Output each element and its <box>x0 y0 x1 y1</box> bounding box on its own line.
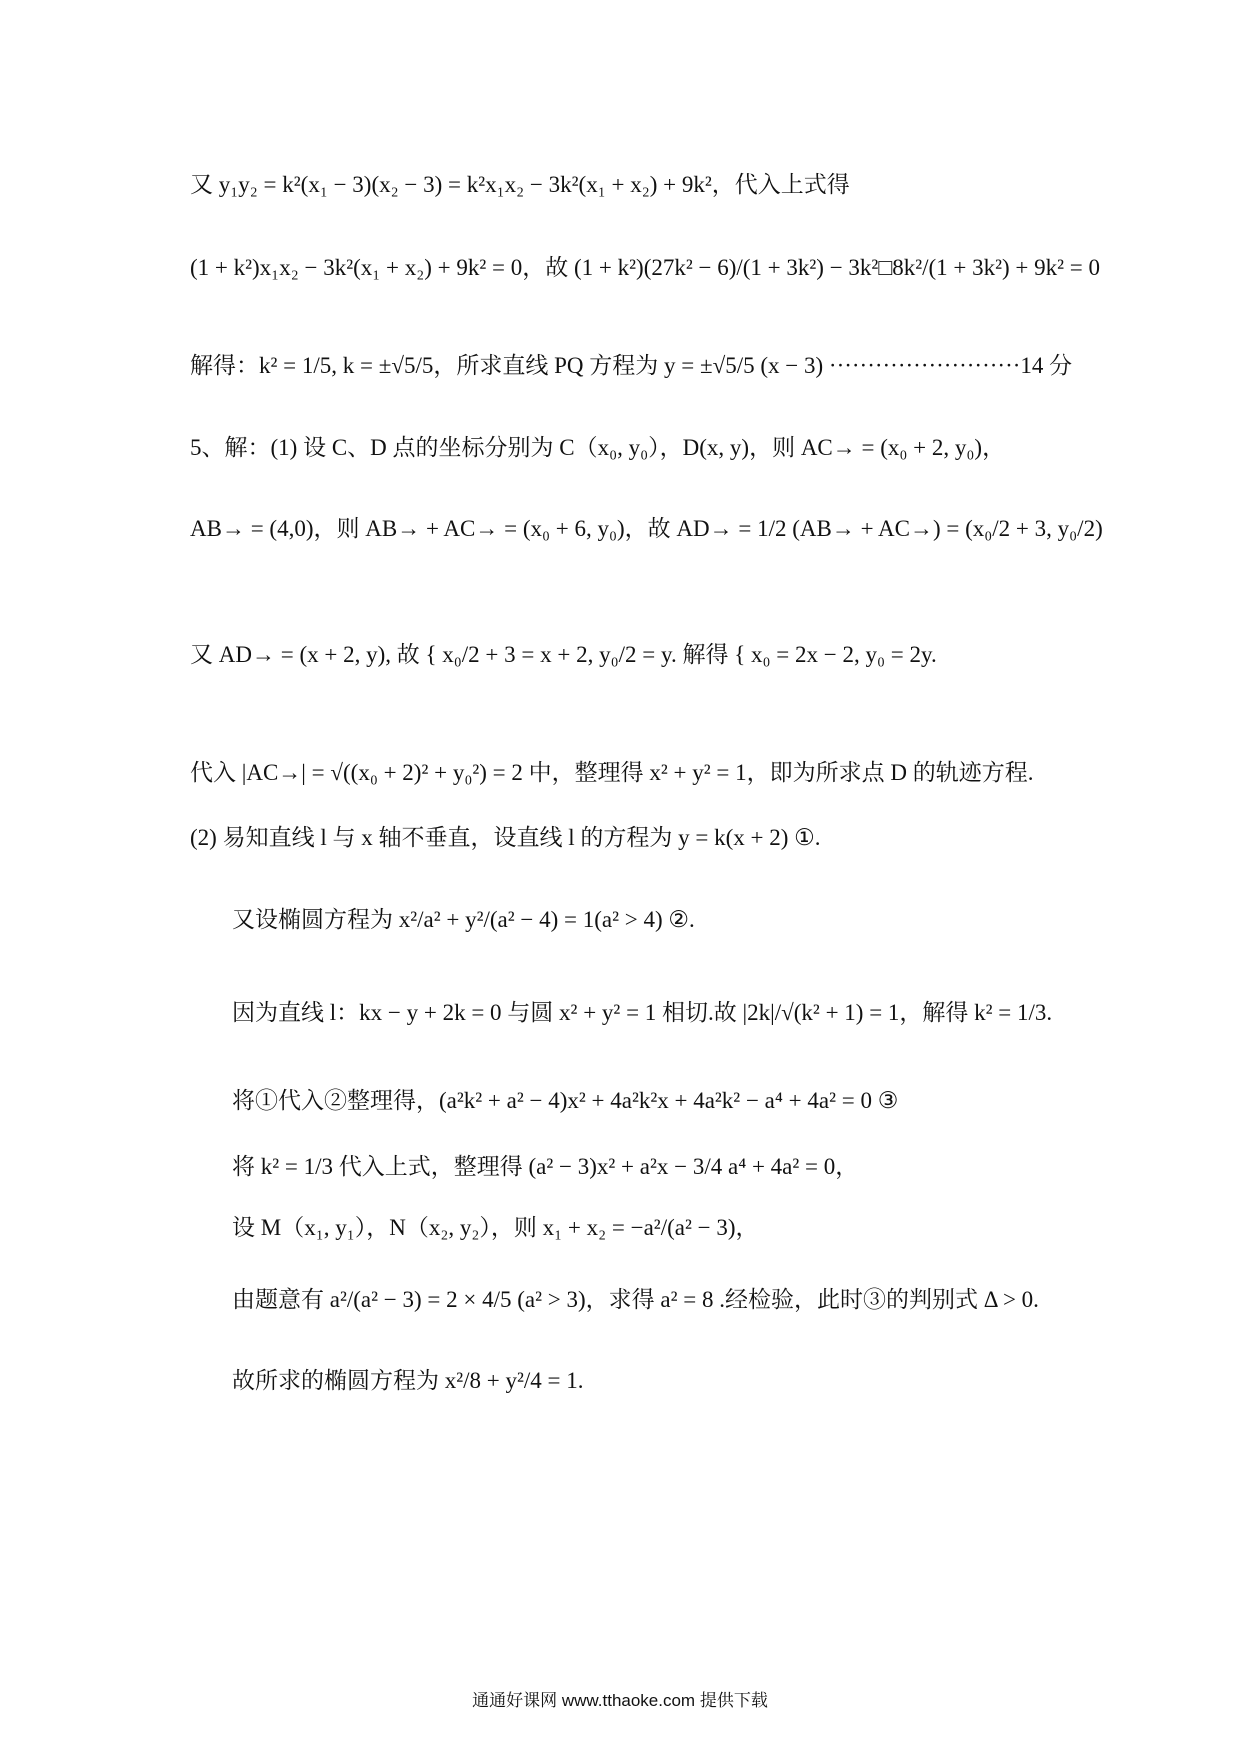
derivation-line-2: (1 + k²)x₁x₂ − 3k²(x₁ + x₂) + 9k² = 0，故 (1 + k²)(27k² − 6)/(1 + 3k²) − 3k²□8k²/(1 + 3k²) + 9k² = 0 <box>190 255 1101 280</box>
derivation-line-1: 又 y₁y₂ = k²(x₁ − 3)(x₂ − 3) = k²x₁x₂ − 3k²(x₁ + x₂) + 9k²，代入上式得 <box>190 172 850 197</box>
simplified-quadratic-line: 将 k² = 1/3 代入上式，整理得 (a² − 3)x² + a²x − 3/4 a⁴ + 4a² = 0， <box>232 1154 859 1179</box>
substitution-line-3: 将①代入②整理得，(a²k² + a² − 4)x² + 4a²k²x + 4a²k² − a⁴ + 4a² = 0 ③ <box>232 1088 899 1113</box>
vector-sum-line: AB→ = (4,0)，则 AB→ + AC→ = (x₀ + 6, y₀)，故 AD→ = 1/2 (AB→ + AC→) = (x₀/2 + 3, y₀/2) <box>190 516 1103 541</box>
tangent-condition-line: 因为直线 l：kx − y + 2k = 0 与圆 x² + y² = 1 相切.故 |2k|/√(k² + 1) = 1，解得 k² = 1/3. <box>232 1000 1053 1025</box>
result-line-14-points: 解得：k² = 1/5, k = ±√5/5，所求直线 PQ 方程为 y = ±√5/5 (x − 3) ·························14 分 <box>190 353 1073 378</box>
final-ellipse-line: 故所求的椭圆方程为 x²/8 + y²/4 = 1. <box>232 1368 584 1393</box>
vieta-sum-line: 设 M（x₁, y₁），N（x₂, y₂），则 x₁ + x₂ = −a²/(a² − 3)， <box>232 1215 759 1240</box>
problem-5-heading: 5、解：(1) 设 C、D 点的坐标分别为 C（x₀, y₀），D(x, y)，则 AC→ = (x₀ + 2, y₀)， <box>190 435 1006 460</box>
part-2-line-equation: (2) 易知直线 l 与 x 轴不垂直，设直线 l 的方程为 y = k(x + 2) ①. <box>190 825 821 850</box>
system-of-equations-line: 又 AD→ = (x + 2, y), 故 { x₀/2 + 3 = x + 2, y₀/2 = y. 解得 { x₀ = 2x − 2, y₀ = 2y. <box>190 642 937 667</box>
ellipse-equation-setup: 又设椭圆方程为 x²/a² + y²/(a² − 4) = 1(a² > 4) ②. <box>232 907 695 932</box>
page-footer: 通通好课网 www.tthaoke.com 提供下载 <box>472 1691 768 1710</box>
trajectory-equation-line: 代入 |AC→| = √((x₀ + 2)² + y₀²) = 2 中，整理得 x² + y² = 1，即为所求点 D 的轨迹方程. <box>190 760 1034 785</box>
solve-a-squared-line: 由题意有 a²/(a² − 3) = 2 × 4/5 (a² > 3)，求得 a² = 8 .经检验，此时③的判别式 Δ > 0. <box>232 1287 1039 1312</box>
